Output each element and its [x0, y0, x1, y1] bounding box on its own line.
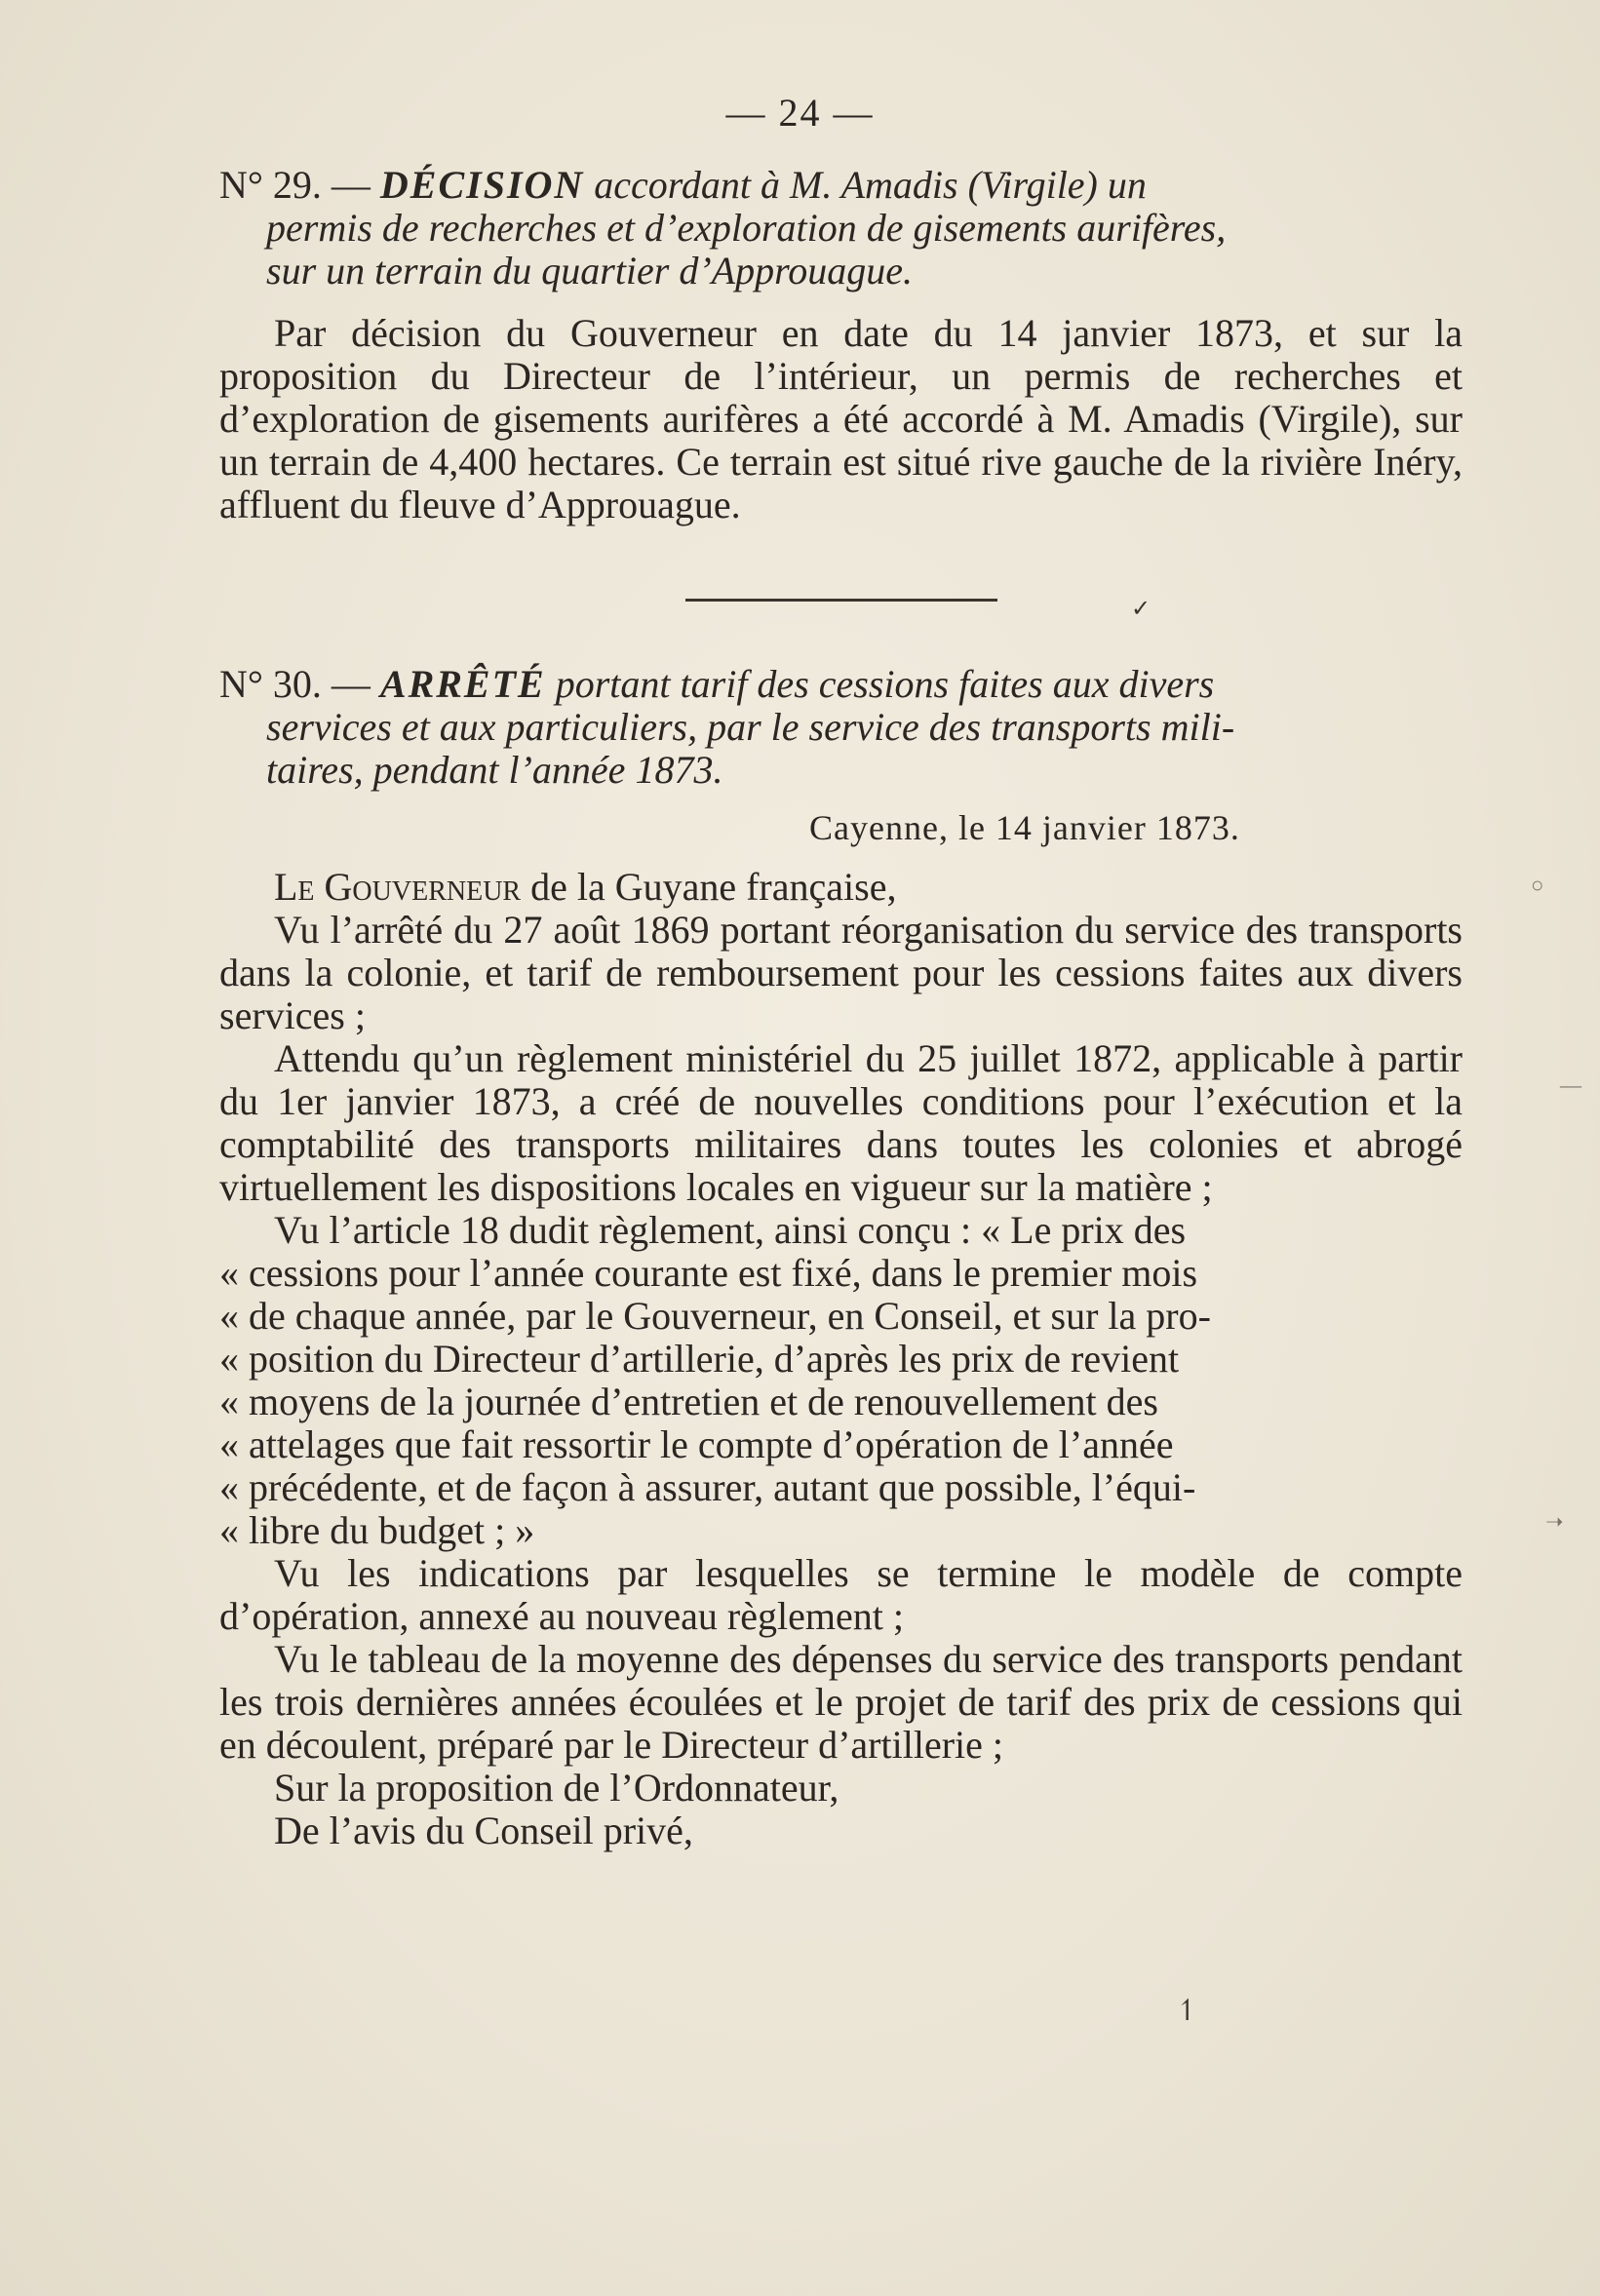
- scan-mark: —: [1560, 1072, 1581, 1097]
- arrete-30-title-line2: services et aux particuliers, par le service des transports mili-: [266, 705, 1235, 749]
- arrete-30-title-line3: taires, pendant l’année 1873.: [266, 748, 723, 792]
- quote-line: « de chaque année, par le Gouverneur, en Conseil, et sur la pro-: [219, 1294, 1211, 1338]
- quote-block: [219, 1209, 1463, 1552]
- arrete-30-body: [219, 866, 1463, 1852]
- quote-line: « attelages que fait ressortir le compte d’opération de l’année: [219, 1422, 1174, 1466]
- quote-line: « précédente, et de façon à assurer, autant que possible, l’équi-: [219, 1465, 1196, 1509]
- quote-line: « cessions pour l’année courante est fixé, dans le premier mois: [219, 1251, 1198, 1295]
- arrete-30-title-word: ARRÊTÉ: [379, 662, 546, 706]
- decision-29-title-line3: sur un terrain du quartier d’Approuague.: [266, 249, 913, 292]
- vu-indications-paragraph: Vu les indications par lesquelles se termine le modèle de compte d’opération, annexé au nouveau règlement ;: [219, 1551, 1463, 1638]
- page-number: — 24 —: [725, 91, 875, 135]
- scan-mark: ➝: [1545, 1509, 1564, 1534]
- sur-proposition-paragraph: Sur la proposition de l’Ordonnateur,: [274, 1766, 839, 1810]
- quote-line: « position du Directeur d’artillerie, d’après les prix de revient: [219, 1337, 1180, 1381]
- arrete-30-number: N° 30. —: [219, 662, 371, 706]
- scan-mark: ○: [1531, 873, 1544, 897]
- avis-conseil-paragraph: De l’avis du Conseil privé,: [274, 1809, 693, 1852]
- vu-arrete-1869: Vu l’arrêté du 27 août 1869 portant réorganisation du service des transports dans la colonie, et tarif de remboursement pour les cessions faites aux divers services ;: [219, 908, 1463, 1037]
- quote-line: Vu l’article 18 dudit règlement, ainsi conçu : « Le prix des: [274, 1208, 1187, 1252]
- decision-29-heading: [219, 164, 1463, 292]
- attendu-paragraph: Attendu qu’un règlement ministériel du 25 juillet 1872, applicable à partir du 1er janvier 1873, a créé de nouvelles conditions pour l’exécution et la comptabilité des transports militaires dans toutes les colonies et abrogé virtuellement les dispositions locales en vigueur sur la matière ;: [219, 1036, 1463, 1209]
- decision-29-title-rest: accordant à M. Amadis (Virgile) un: [594, 163, 1147, 207]
- arrete-30-date: Cayenne, le 14 janvier 1873.: [809, 808, 1240, 847]
- pencil-tick-mark: ✓: [1131, 597, 1151, 622]
- scan-mark: ↿: [1175, 1995, 1200, 2027]
- decision-29-number: N° 29. —: [219, 163, 371, 207]
- arrete-30-heading: [219, 663, 1463, 792]
- decision-29-paragraph: Par décision du Gouverneur en date du 14 janvier 1873, et sur la proposition du Directeur de l’intérieur, un permis de recherches et d’exploration de gisements aurifères a été accordé à M. Amadis (Virgile), sur un terrain de 4,400 hectares. Ce terrain est situé rive gauche de la rivière Inéry, affluent du fleuve d’Approuague.: [219, 311, 1463, 526]
- governor-rest: de la Guyane française,: [530, 865, 897, 909]
- vu-tableau-paragraph: Vu le tableau de la moyenne des dépenses du service des transports pendant les trois dernières années écoulées et le projet de tarif des prix de cessions qui en découlent, préparé par le Directeur d’artillerie ;: [219, 1637, 1463, 1767]
- quote-line: « moyens de la journée d’entretien et de renouvellement des: [219, 1380, 1158, 1423]
- section-separator: [685, 599, 997, 602]
- quote-line: « libre du budget ; »: [219, 1508, 535, 1552]
- decision-29-title-word: DÉCISION: [379, 163, 585, 207]
- governor-line: [219, 866, 1463, 909]
- governor-small-caps: Le Gouverneur: [274, 865, 522, 909]
- decision-29-title-line2: permis de recherches et d’exploration de gisements aurifères,: [266, 206, 1227, 250]
- decision-29-body: [219, 312, 1463, 526]
- arrete-30-title-rest: portant tarif des cessions faites aux divers: [555, 662, 1215, 706]
